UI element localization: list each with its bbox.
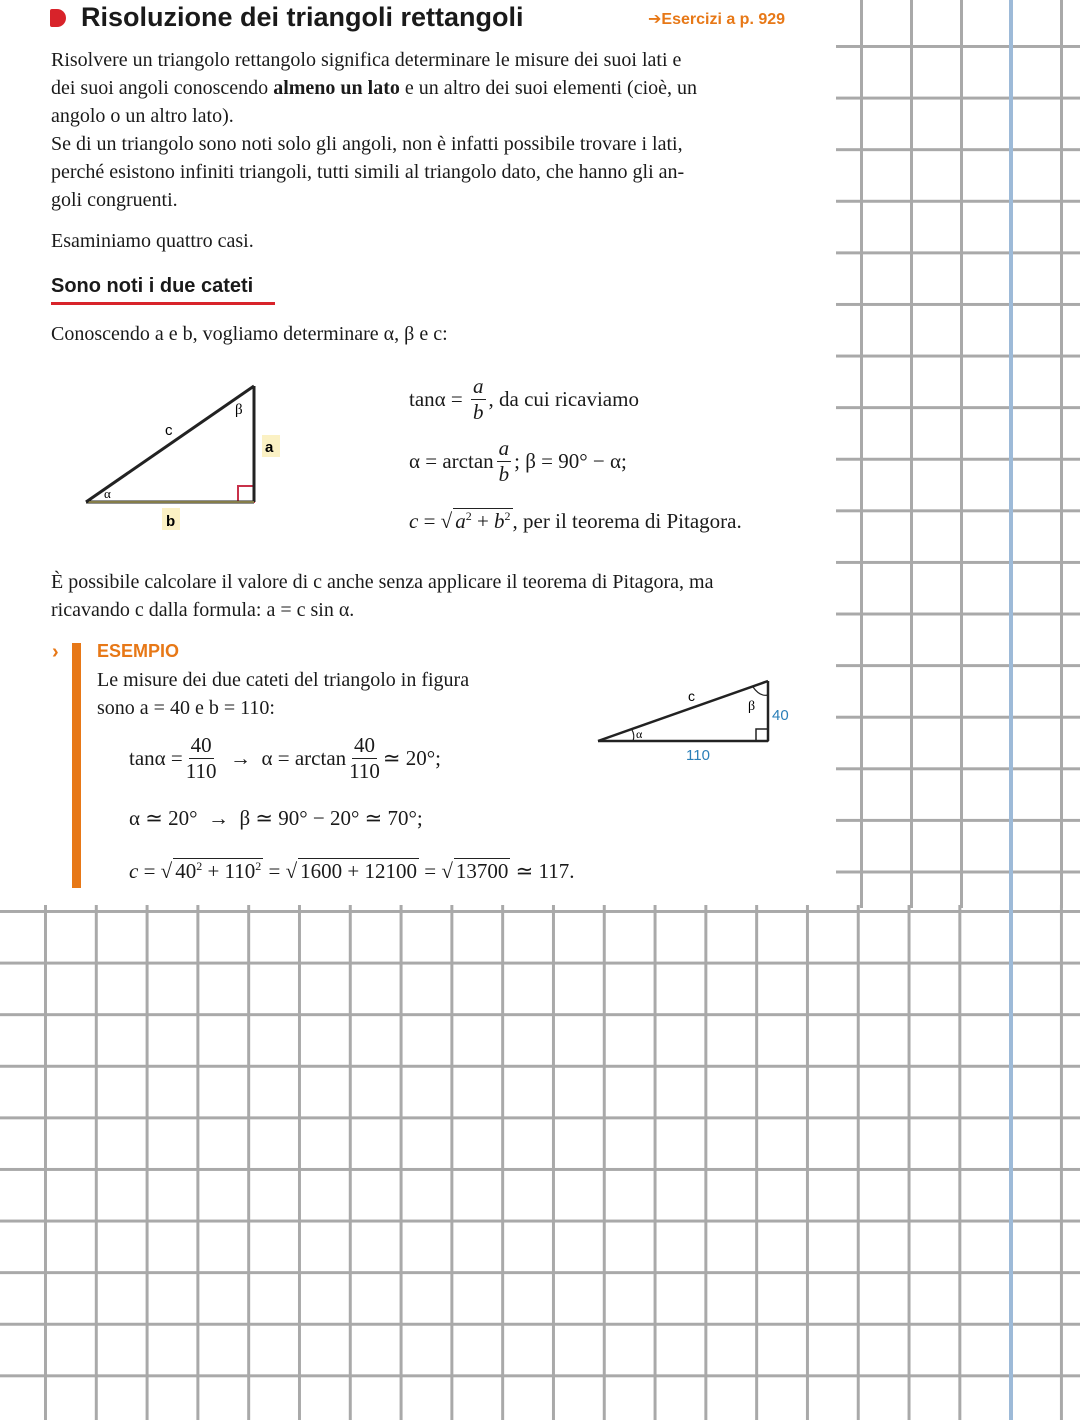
intro-line: goli congruenti. [51, 189, 178, 211]
note-line: ricavando c dalla formula: a = c sin α. [51, 599, 355, 621]
label-beta: β [748, 699, 756, 714]
example-triangle-figure [590, 675, 805, 770]
formula-pythagoras: c = √ $a^2 + b^2$ , per il teorema di Pitagora. [409, 508, 742, 533]
label-a: a [265, 439, 274, 456]
label-beta: β [235, 402, 243, 418]
example-label: ESEMPIO [97, 641, 180, 661]
label-alpha: α [636, 727, 643, 741]
exercises-link[interactable]: ➔Esercizi a p. 929 [648, 11, 786, 28]
note-line: È possibile calcolare il valore di c anche senza applicare il teorema di Pitagora, ma [51, 571, 714, 593]
example-line: Le misure dei due cateti del triangolo in figura [97, 669, 470, 691]
label-b-value: 110 [686, 747, 710, 764]
grid-paper-bottom [0, 905, 1080, 1420]
label-c: c [688, 688, 695, 704]
grid-paper-right [836, 0, 1080, 908]
formula-tan: tanα = $\frac{a}{b}$ , da cui ricaviamo [409, 374, 639, 424]
example-line: sono a = 40 e b = 110: [97, 697, 275, 719]
intro-line: perché esistono infiniti triangoli, tutti simili al triangolo dato, che hanno gli an- [51, 161, 685, 183]
label-c: c [165, 422, 173, 439]
intro-line: angolo o un altro lato). [51, 105, 234, 127]
cases-text: Esaminiamo quattro casi. [51, 230, 254, 252]
intro-line: Risolvere un triangolo rettangolo significa determinare le misure dei suoi lati e [51, 49, 682, 71]
title-bullet-icon [50, 9, 66, 27]
intro-line: Se di un triangolo sono noti solo gli angoli, non è infatti possibile trovare i lati, [51, 133, 683, 155]
margin-line [1009, 0, 1013, 1420]
label-alpha: α [104, 486, 111, 501]
example-eq-c: c = √ $40^2 + 110^2$ = √ 1600 + 12100 = √ 13700 ≃ 117. [129, 858, 575, 883]
arrow-right-icon: ➔ [648, 11, 662, 28]
section-underline [51, 302, 275, 305]
example-bar [72, 643, 81, 888]
section-heading: Sono noti i due cateti [51, 275, 254, 297]
intro-line: dei suoi angoli conoscendo almeno un lato e un altro dei suoi elementi (cioè, un [51, 77, 698, 99]
example-eq-beta: α ≃ 20° → β ≃ 90° − 20° ≃ 70°; [129, 806, 423, 830]
example-eq-tan: tanα = $\frac{40}{110}$ → α = arctan $\frac{40}{110}$ ≃ 20°; [129, 733, 441, 783]
triangle-figure [80, 380, 290, 530]
label-b: b [166, 513, 176, 530]
chevron-right-icon: › [52, 641, 59, 663]
section-lead: Conoscendo a e b, vogliamo determinare α, β e c: [51, 323, 448, 345]
page-title: Risoluzione dei triangoli rettangoli [81, 2, 524, 32]
formula-arctan: α = arctan $\frac{a}{b}$ ; β = 90° − α; [409, 436, 627, 486]
label-a-value: 40 [772, 707, 789, 724]
